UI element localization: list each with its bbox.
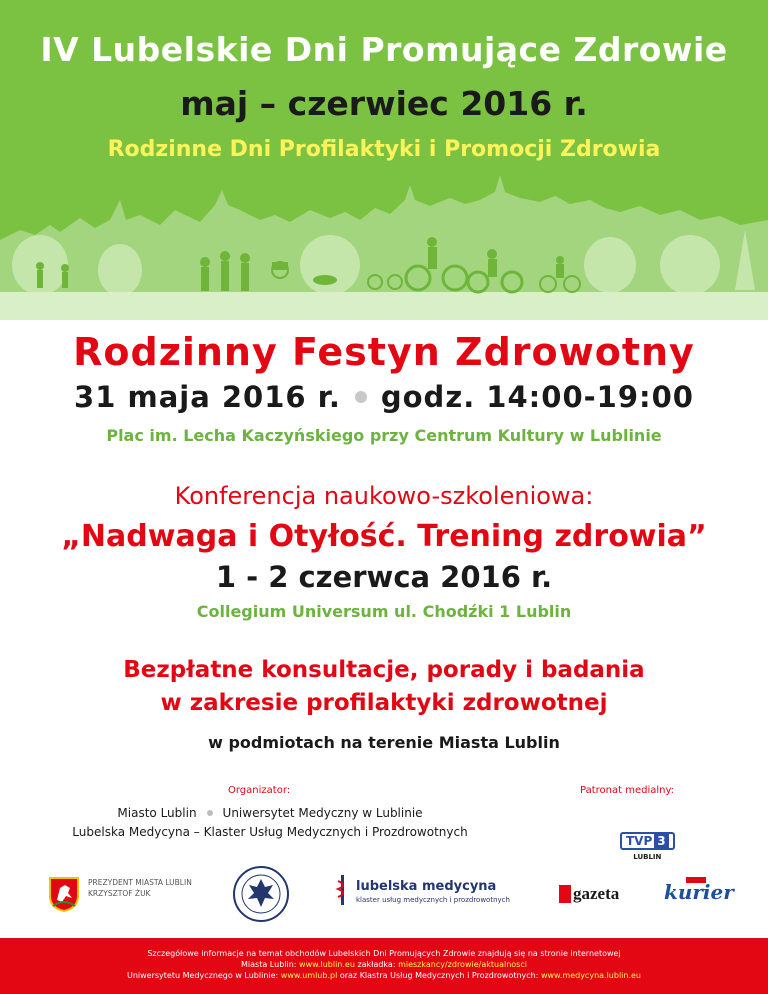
organizer-university: Uniwersytet Medyczny w Lublinie: [222, 806, 423, 820]
lubelska-medycyna-name: lubelska medycyna: [356, 879, 497, 894]
festival-datetime: [0, 380, 768, 414]
footer-tab-label: zakładka:: [357, 960, 396, 969]
event-subtitle: Rodzinne Dni Profilaktyki i Promocji Zdrowia: [107, 137, 661, 162]
organizer-cluster: Lubelska Medycyna – Klaster Usług Medycznych i Prozdrowotnych: [72, 825, 468, 839]
president-line1: PREZYDENT MIASTA LUBLIN: [88, 878, 192, 887]
footer-link-umlub[interactable]: www.umlub.pl: [280, 971, 338, 980]
lubelska-medycyna-sub: klaster usług medycznych i prozdrowotnych: [356, 896, 510, 904]
footer-link-lublin[interactable]: www.lublin.eu: [299, 960, 355, 969]
gazeta-logo: [559, 884, 619, 904]
conference-place: Collegium Universum ul. Chodźki 1 Lublin: [196, 602, 572, 621]
event-dates: maj – czerwiec 2016 r.: [180, 84, 588, 123]
lublin-crest-icon: [48, 876, 80, 912]
president-caption: [88, 877, 192, 899]
festival-time: godz. 14:00-19:00: [380, 380, 694, 414]
conference-title: „Nadwaga i Otyłość. Trening zdrowia”: [61, 519, 707, 554]
festival-place: Plac im. Lecha Kaczyńskiego przy Centrum Kultury w Lublinie: [106, 426, 662, 445]
consultations-line3: w podmiotach na terenie Miasta Lublin: [208, 733, 560, 752]
university-seal-icon: [232, 865, 290, 923]
footer-link-medycyna[interactable]: www.medycyna.lublin.eu: [540, 971, 642, 980]
conference-date: 1 - 2 czerwca 2016 r.: [215, 560, 553, 594]
footer-city-label: Miasta Lublin:: [241, 960, 297, 969]
gazeta-text: gazeta: [573, 884, 620, 903]
patronage-label: Patronat medialny:: [580, 785, 675, 796]
event-title: IV Lubelskie Dni Promujące Zdrowie: [40, 30, 728, 69]
organizer-city: Miasto Lublin: [117, 806, 197, 820]
conference-label: Konferencja naukowo-szkoleniowa:: [174, 482, 594, 510]
ground: [0, 292, 768, 320]
footer-link-path[interactable]: mieszkancy/zdrowie/aktualnosci: [398, 960, 527, 969]
footer-line3: [0, 970, 768, 981]
organizers-line1: [40, 806, 500, 820]
tvp3-logo: [620, 830, 675, 861]
city-skyline-illustration: [0, 170, 768, 320]
bullet-dot: [355, 391, 367, 403]
footer-umlub-label: Uniwersytetu Medycznego w Lublinie:: [126, 971, 279, 980]
tvp-sub: LUBLIN: [633, 853, 662, 861]
footer-cluster-label: Klastra Usług Medycznych i Prozdrowotnych:: [359, 971, 539, 980]
lubelska-medycyna-logo-icon: [335, 873, 351, 907]
tvp-text: TVP: [626, 834, 653, 848]
organizer-label: Organizator:: [228, 785, 291, 796]
bullet-dot: [207, 810, 213, 816]
footer-and: oraz: [339, 971, 358, 980]
footer-info: [0, 938, 768, 994]
header-banner: [0, 0, 768, 320]
tvp-number: 3: [654, 834, 668, 848]
gazeta-mark-icon: [559, 885, 571, 903]
footer-line1: Szczegółowe informacje na temat obchodów Lubelskich Dni Promujących Zdrowie znajdują się na stronie internetowej: [147, 949, 621, 958]
footer-line2: [0, 959, 768, 970]
kurier-logo: kurier: [664, 880, 734, 904]
president-line2: KRZYSZTOF ŻUK: [88, 889, 151, 898]
festival-date: 31 maja 2016 r.: [74, 380, 341, 414]
consultations-line2: w zakresie profilaktyki zdrowotnej: [160, 690, 608, 716]
consultations-line1: Bezpłatne konsultacje, porady i badania: [123, 657, 645, 683]
festival-title: Rodzinny Festyn Zdrowotny: [73, 330, 695, 374]
